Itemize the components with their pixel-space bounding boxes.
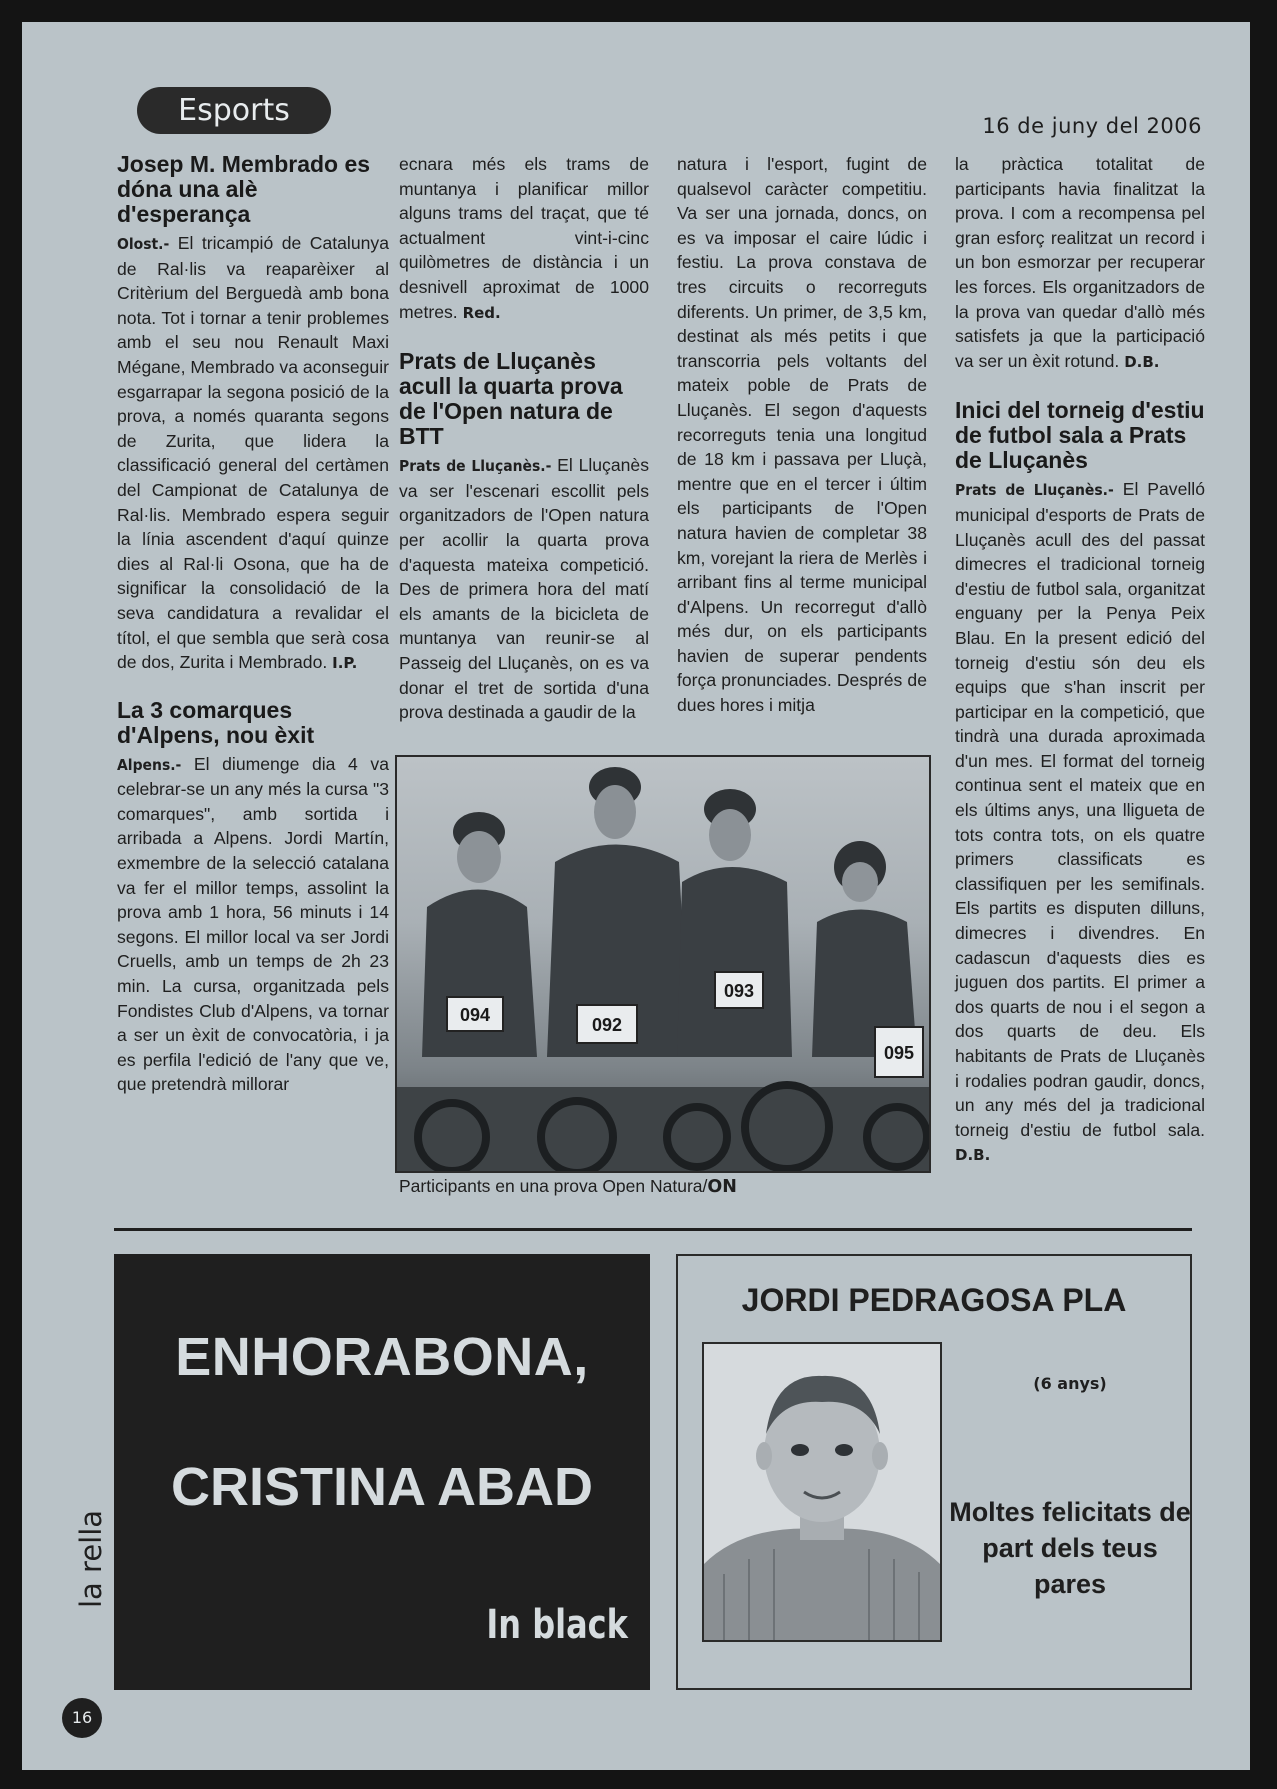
ad-headline-line1: ENHORABONA, <box>175 1327 589 1387</box>
bib-number: 092 <box>591 1015 623 1035</box>
ad-headline-line2: CRISTINA ABAD <box>171 1457 593 1517</box>
headline-membrado: Josep M. Membrado es dóna una alè d'esperança <box>117 151 371 227</box>
birthday-message: Moltes felicitats de part dels teus pares <box>949 1497 1191 1599</box>
article-alpens-body: Alpens.- El diumenge dia 4 va celebrar-se un any més la cursa "3 comarques", amb sortida i arribada a Alpens. Jordi Martín, exmembre de la selecció catalana va fer el millor temps, assolint la prova amb 1 hora, 56 minuts i 14 segons. El millor local va ser Jordi Cruells, amb un temps de 2h 23 min. La cursa, organitzada pels Fondistes Club d'Alpens, va tornar a ser un èxit de convocatòria, i ja es perfila l'edició de l'any que ve, que pretendrà millorar <box>117 753 389 1095</box>
child-portrait-illustration <box>704 1344 940 1640</box>
newspaper-page <box>22 22 1250 1770</box>
birthday-age: (6 anys) <box>1033 1374 1107 1393</box>
dateline: Alpens.- <box>117 755 182 774</box>
article-btt-body-part2: natura i l'esport, fugint de qualsevol caràcter competitiu. Va ser una jornada, doncs, on es va imposar el caire lúdic i festiu. La prova constava de tres circuits o recorreguts diferents. Un primer, de 3,5 km, destinat als més petits i que transcorria pels voltants del mateix poble de Prats de Lluçanès. El segon d'aquests recorreguts tenia una longitud de 18 km i passava per Lluçà, mentre que en el tercer i últim els participants de l'Open natura havien de completar 38 km, vorejant la riera de Merlès i arribant fins al terme municipal d'Alpens. Un recorregut d'allò més dur, on els participants havien de superar pendents força pronunciades. Després de dues hores i mitja <box>677 154 927 716</box>
column-1 <box>117 152 389 1097</box>
dateline: Prats de Lluçanès.- <box>399 457 552 476</box>
column-3 <box>677 152 927 718</box>
column-4 <box>955 152 1205 1168</box>
section-badge: Esports <box>137 87 331 134</box>
headline-btt: Prats de Lluçanès acull la quarta prova de l'Open natura de BTT <box>399 348 623 450</box>
bib-number: 093 <box>723 981 755 1001</box>
article-btt-body-part1: Prats de Lluçanès.- El Lluçanès va ser l'escenari escollit pels organitzadors de l'Open natura per acollir la quarta prova d'aquesta mateixa competició. Des de primera hora del matí els amants de la bicicleta de muntanya van reunir-se al Passeig del Lluçanès, on es va donar el tret de sortida d'una prova destinada a gaudir de la <box>399 455 649 723</box>
birthday-ad <box>676 1254 1192 1690</box>
dateline: Prats de Lluçanès.- <box>955 481 1114 500</box>
child-portrait <box>702 1342 942 1642</box>
photo-caption: Participants en una prova Open Natura/ON <box>399 1176 737 1197</box>
byline: D.B. <box>955 1146 991 1165</box>
cyclists-illustration <box>397 757 929 1171</box>
cyclists-photo <box>395 755 931 1173</box>
byline: I.P. <box>332 654 358 673</box>
dateline: Olost.- <box>117 235 170 253</box>
bib-number: 094 <box>459 1005 491 1025</box>
issue-date: 16 de juny del 2006 <box>982 114 1202 138</box>
headline-futbol: Inici del torneig d'estiu de futbol sala a Prats de Lluçanès <box>955 397 1205 474</box>
column-2 <box>399 152 649 725</box>
page-number: 16 <box>62 1698 102 1738</box>
ad-sponsor: In black <box>486 1602 628 1648</box>
byline: Red. <box>462 303 501 322</box>
article-alpens-continued: ecnara més els trams de muntanya i planificar millor alguns trams del traçat, que té actualment vint-i-cinc quilòmetres de distància i un desnivell aproximat de 1000 metres. Red. <box>399 154 649 322</box>
section-divider <box>114 1228 1192 1231</box>
publication-name: la rella <box>74 1509 108 1608</box>
birthday-name: JORDI PEDRAGOSA PLA <box>741 1282 1127 1318</box>
headline-alpens: La 3 comarques d'Alpens, nou èxit <box>117 696 315 748</box>
article-membrado-body: Olost.- El tricampió de Catalunya de Ral·lis va reaparèixer al Critèrium del Berguedà amb bona nota. Tot i tornar a tenir problemes amb el seu nou Renault Maxi Mégane, Membrado va aconseguir esgarrapar la segona posició de la prova, a només quaranta segons de Zurita, que lidera la classificació general del certàmen del Campionat de Catalunya de Ral·lis. Membrado espera seguir la línia ascendent d'aquí quinze dies al Ral·li Osona, que ha de significar la consolidació de la seva candidatura a revalidar el títol, el que sembla que serà cosa de dos, Zurita i Membrado. I.P. <box>117 233 389 673</box>
article-btt-body-part3: la pràctica totalitat de participants havia finalitzat la prova. I com a recompensa pel gran esforç realitzat un record i un bon esmorzar per recuperar les forces. Els organitzadors de la prova van quedar d'allò més satisfets ja que la participació va ser un èxit rotund. D.B. <box>955 154 1205 371</box>
congratulations-ad <box>114 1254 650 1690</box>
byline: D.B. <box>1124 352 1160 371</box>
article-futbol-body: Prats de Lluçanès.- El Pavelló municipal d'esports de Prats de Lluçanès acull des del passat dimecres el tradicional torneig d'estiu de futbol sala, organitzat enguany per la Penya Peix Blau. En la present edició del torneig d'estiu són deu els equips que s'han inscrit per participar en la competició, que tindrà una durada aproximada d'un mes. El format del torneig continua sent el mateix que en els últims anys, una lligueta de tots contra tots, on els quatre primers classificats es classifiquen per les semifinals. Els partits es disputen dilluns, dimecres i divendres. En cadascun d'aquests dies es juguen dos partits. El primer a dos quarts de nou i el segon a dos quarts de deu. Els habitants de Prats de Lluçanès i rodalies podran gaudir, doncs, un any més del ja tradicional torneig d'estiu de futbol sala. D.B. <box>955 479 1205 1165</box>
bib-number: 095 <box>883 1043 915 1063</box>
